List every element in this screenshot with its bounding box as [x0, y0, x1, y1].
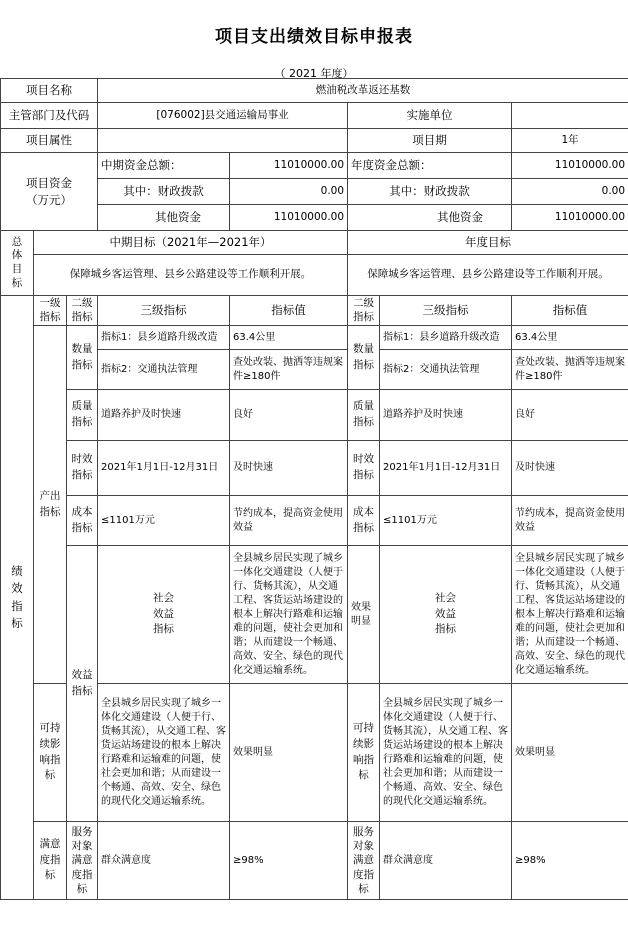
social-value: 效果明显	[348, 546, 380, 684]
cost-label: 成本 指标	[67, 496, 98, 546]
year-goal-header: 年度目标	[348, 231, 628, 255]
output-label: 产出 指标	[34, 326, 67, 684]
satisfaction-value: ≥98%	[230, 822, 348, 900]
mid-goal-header: 中期目标（2021年—2021年）	[34, 231, 348, 255]
quantity-item-1-year: 指标1：县乡道路升级改造	[380, 326, 512, 350]
goals-label: 总 体 目 标	[1, 231, 34, 296]
quantity-label: 数量 指标	[67, 326, 98, 390]
cost-label-year: 成本 指标	[348, 496, 380, 546]
cost-item-year: ≤1101万元	[380, 496, 512, 546]
indicators-label: 绩 效 指 标	[1, 296, 34, 900]
quality-value: 良好	[230, 390, 348, 441]
header-value-year: 指标值	[512, 296, 628, 326]
social-item-year: 全县城乡居民实现了城乡一体化交通建设（人便于行、货畅其流），从交通工程、客货运站场建设的根本上解决行路难和运输难的问题，使社会更加和谐；从而建设一个畅通、高效、安全、绿色的现代化交通运输系统。	[512, 546, 628, 684]
header-level1: 一级 指标	[34, 296, 67, 326]
quantity-value-1: 63.4公里	[230, 326, 348, 350]
social-item: 全县城乡居民实现了城乡一体化交通建设（人便于行、货畅其流），从交通工程、客货运站场建设的根本上解决行路难和运输难的问题，使社会更加和谐；从而建设一个畅通、高效、安全、绿色的现代化交通运输系统。	[230, 546, 348, 684]
project-name: 燃油税改革返还基数	[98, 79, 628, 103]
page-title: 项目支出绩效目标申报表	[215, 27, 413, 47]
timeliness-item-year: 2021年1月1日-12月31日	[380, 441, 512, 496]
attr-label: 项目属性	[1, 129, 98, 153]
quality-item-year: 道路养护及时快速	[380, 390, 512, 441]
year-line: （ 2021 年度）	[274, 67, 354, 80]
header-level3: 三级指标	[98, 296, 230, 326]
quantity-item-2: 指标2：交通执法管理	[98, 350, 230, 390]
year-fiscal-label: 其中：财政拨款	[348, 179, 512, 205]
quantity-value-2-year: 查处改装、抛洒等违规案件≥180件	[512, 350, 628, 390]
social-label: 社会 效益 指标	[98, 546, 230, 684]
sustain-item-year: 全县城乡居民实现了城乡一体化交通建设（人便于行、货畅其流），从交通工程、客货运站场建设的根本上解决行路难和运输难的问题，使社会更加和谐；从而建设一个畅通、高效、安全、绿色的现代化交通运输系统。	[380, 684, 512, 822]
quantity-label-year: 数量 指标	[348, 326, 380, 390]
period-value: 1年	[512, 129, 628, 153]
year-fiscal: 0.00	[512, 179, 628, 205]
attr-value	[98, 129, 348, 153]
service-label: 服务 对象 满意 度指 标	[67, 822, 98, 900]
quality-label: 质量 指标	[67, 390, 98, 441]
period-label: 项目期	[348, 129, 512, 153]
quality-value-year: 良好	[512, 390, 628, 441]
project-name-label: 项目名称	[1, 79, 98, 103]
year-other-label: 其他资金	[348, 205, 512, 231]
impl-label: 实施单位	[348, 103, 512, 129]
quality-label-year: 质量 指标	[348, 390, 380, 441]
benefit-label: 效益 指标	[67, 546, 98, 822]
year-other: 11010000.00	[512, 205, 628, 231]
satisfaction-item-year: 群众满意度	[380, 822, 512, 900]
impl-value	[512, 103, 628, 129]
mid-goal-text: 保障城乡客运管理、县乡公路建设等工作顺利开展。	[34, 255, 348, 296]
mid-total-label: 中期资金总额：	[98, 153, 230, 179]
satisfaction-item: 群众满意度	[98, 822, 230, 900]
sustain-value-year: 效果明显	[512, 684, 628, 822]
dept-value: [076002]县交通运输局事业	[98, 103, 348, 129]
timeliness-value: 及时快速	[230, 441, 348, 496]
sustain-label: 可持 续影 响指 标	[34, 684, 67, 822]
timeliness-label: 时效 指标	[67, 441, 98, 496]
header-level3-year: 三级指标	[380, 296, 512, 326]
quantity-item-2-year: 指标2：交通执法管理	[380, 350, 512, 390]
timeliness-item: 2021年1月1日-12月31日	[98, 441, 230, 496]
sustain-label-year: 可持 续影 响指 标	[348, 684, 380, 822]
mid-total: 11010000.00	[230, 153, 348, 179]
mid-fiscal-label: 其中：财政拨款	[98, 179, 230, 205]
funds-label: 项目资金 （万元）	[1, 153, 98, 231]
dept-label: 主管部门及代码	[1, 103, 98, 129]
report-table	[0, 78, 628, 900]
mid-other: 11010000.00	[230, 205, 348, 231]
social-label-year: 社会 效益 指标	[380, 546, 512, 684]
service-label-year: 服务 对象 满意 度指 标	[348, 822, 380, 900]
mid-other-label: 其他资金	[98, 205, 230, 231]
mid-fiscal: 0.00	[230, 179, 348, 205]
quantity-item-1: 指标1：县乡道路升级改造	[98, 326, 230, 350]
quantity-value-1-year: 63.4公里	[512, 326, 628, 350]
quantity-value-2: 查处改装、抛洒等违规案件≥180件	[230, 350, 348, 390]
header-value: 指标值	[230, 296, 348, 326]
satisfaction-value-year: ≥98%	[512, 822, 628, 900]
header-level2-year: 二级 指标	[348, 296, 380, 326]
timeliness-value-year: 及时快速	[512, 441, 628, 496]
satisfaction-label: 满意 度指 标	[34, 822, 67, 900]
sustain-item: 全县城乡居民实现了城乡一体化交通建设（人便于行、货畅其流），从交通工程、客货运站场建设的根本上解决行路难和运输难的问题，使社会更加和谐；从而建设一个畅通、高效、安全、绿色的现代化交通运输系统。	[98, 684, 230, 822]
cost-value: 节约成本，提高资金使用效益	[230, 496, 348, 546]
cost-item: ≤1101万元	[98, 496, 230, 546]
year-total: 11010000.00	[512, 153, 628, 179]
header-level2: 二级 指标	[67, 296, 98, 326]
quality-item: 道路养护及时快速	[98, 390, 230, 441]
year-goal-text: 保障城乡客运管理、县乡公路建设等工作顺利开展。	[348, 255, 628, 296]
sustain-value: 效果明显	[230, 684, 348, 822]
cost-value-year: 节约成本，提高资金使用效益	[512, 496, 628, 546]
year-total-label: 年度资金总额：	[348, 153, 512, 179]
timeliness-label-year: 时效 指标	[348, 441, 380, 496]
